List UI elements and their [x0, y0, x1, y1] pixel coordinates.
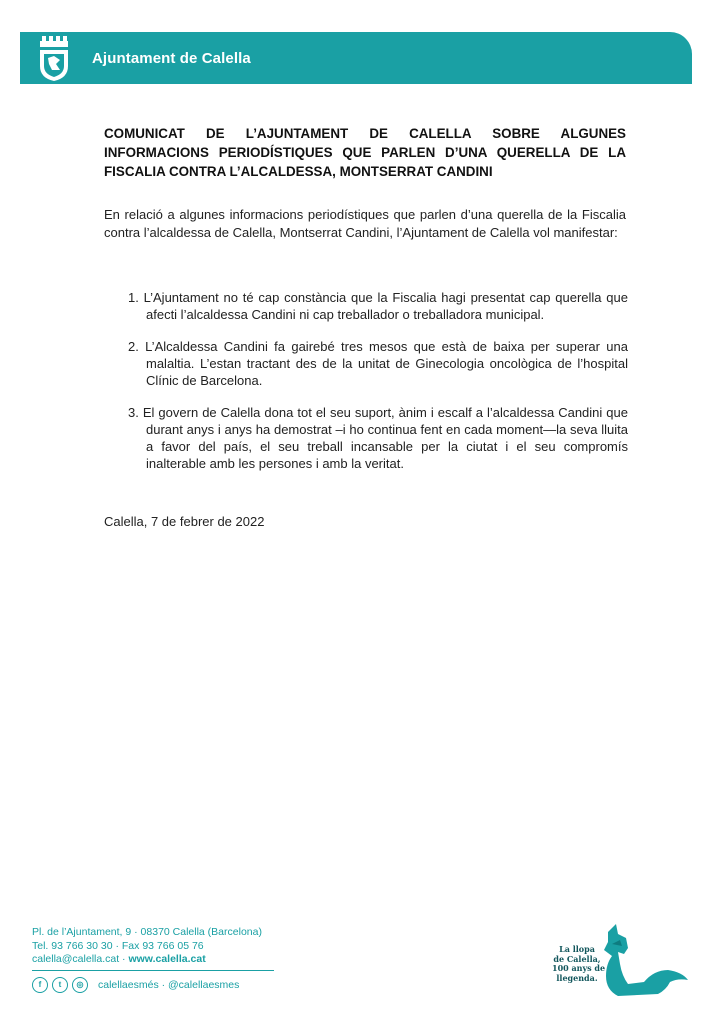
document-title: COMUNICAT DE L’AJUNTAMENT DE CALELLA SOBRE ALGUNES INFORMACIONS PERIODÍSTIQUES QUE PARLEN D’UNA QUERELLA DE LA FISCALIA CONTRA L’ALCALDESSA, MONTSERRAT CANDINI: [104, 126, 626, 179]
footer-web-link[interactable]: www.calella.cat: [128, 953, 206, 965]
footer-divider: [32, 970, 274, 971]
social-links: [32, 977, 239, 993]
footer-email[interactable]: calella@calella.cat ·: [32, 953, 129, 965]
footer-email-web: [32, 953, 262, 967]
intro-paragraph: En relació a algunes informacions periodístiques que parlen d’una querella de la Fiscalia contra l’alcaldessa de Calella, Montserrat Candini, l’Ajuntament de Calella vol manifestar:: [104, 207, 626, 240]
badge-line: llegenda.: [556, 972, 598, 983]
footer-address: Pl. de l’Ajuntament, 9 · 08370 Calella (Barcelona): [32, 926, 262, 938]
wolf-logo-icon: [598, 924, 690, 1000]
badge-line: de Calella,: [553, 953, 601, 964]
list-item: 1. L’Ajuntament no té cap constància que la Fiscalia hagi presentat cap querella que afecti l’alcaldessa Candini ni cap treballador o treballadora municipal.: [128, 290, 628, 322]
list-item: 2. L’Alcaldessa Candini fa gairebé tres mesos que està de baixa per superar una malaltia. L’estan tractant des de la unitat de Ginecologia oncològica de l’hospital Clínic de Barcelona.: [128, 339, 628, 388]
org-name: Ajuntament de Calella: [92, 50, 251, 67]
badge-line: 100 anys de: [552, 963, 606, 973]
social-handles: calellaesmés · @calellaesmes: [98, 979, 240, 991]
badge-line: La llopa: [559, 944, 595, 954]
instagram-icon[interactable]: ◎: [72, 977, 88, 993]
list-item: 3. El govern de Calella dona tot el seu suport, ànim i escalf a l’alcaldessa Candini que durant anys i anys ha demostrat –i ho continua fent en cada moment—la seva lluita a favor del país, el seu treball incansable per la ciutat i el seu compromís inalterable amb les persones i amb la veritat.: [128, 405, 628, 471]
numbered-list: [122, 289, 628, 487]
facebook-icon[interactable]: f: [32, 977, 48, 993]
footer-contact: [32, 926, 262, 967]
place-date: Calella, 7 de febrer de 2022: [104, 514, 265, 529]
city-crest-icon: [36, 34, 72, 82]
twitter-icon[interactable]: t: [52, 977, 68, 993]
centenary-badge-text: [552, 944, 606, 983]
footer-phones: Tel. 93 766 30 30 · Fax 93 766 05 76: [32, 939, 204, 952]
